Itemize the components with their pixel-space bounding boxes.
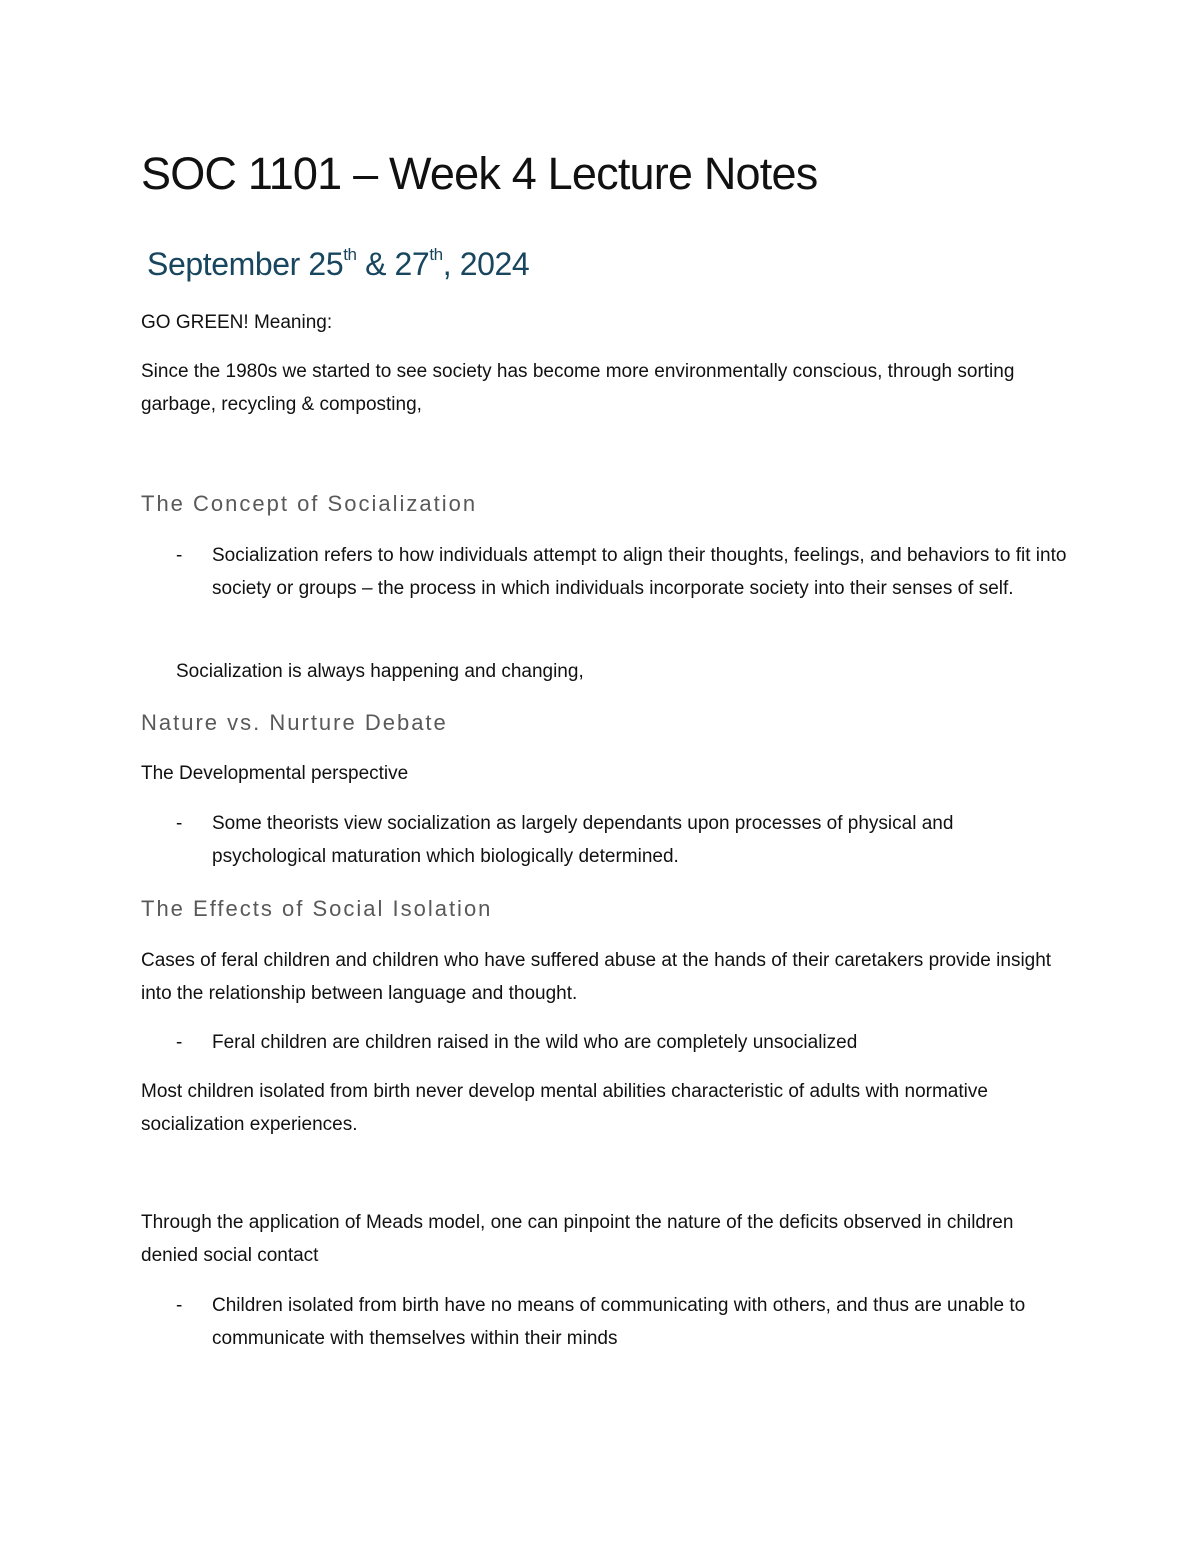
list-item xyxy=(141,539,1071,605)
isolation-para-2: Most children isolated from birth never develop mental abilities characteristic of adults with normative socialization experiences. xyxy=(141,1081,988,1135)
socialization-note: Socialization is always happening and changing, xyxy=(176,661,584,682)
page-title: SOC 1101 – Week 4 Lecture Notes xyxy=(141,148,818,199)
bullet-text: Feral children are children raised in the wild who are completely unsocialized xyxy=(212,1032,858,1053)
intro-label: GO GREEN! Meaning: xyxy=(141,312,333,333)
list-item xyxy=(141,1289,1071,1355)
bullet-marker: - xyxy=(176,1295,183,1316)
lecture-date xyxy=(147,246,529,283)
date-year: , 2024 xyxy=(442,246,530,282)
intro-text: Since the 1980s we started to see society has become more environmentally conscious, through sorting garbage, recycling & composting, xyxy=(141,361,1015,415)
section-heading-socialization: The Concept of Socialization xyxy=(141,491,478,516)
section-heading-isolation: The Effects of Social Isolation xyxy=(141,896,493,921)
bullet-marker: - xyxy=(176,813,183,834)
section-heading-nature: Nature vs. Nurture Debate xyxy=(141,710,448,735)
date-sup-2: th xyxy=(429,245,443,264)
bullet-text: Socialization refers to how individuals attempt to align their thoughts, feelings, and behaviors to fit into society or groups – the process in which individuals incorporate society into their senses of self. xyxy=(212,545,1067,599)
isolation-para-1: Cases of feral children and children who have suffered abuse at the hands of their caretakers provide insight into the relationship between language and thought. xyxy=(141,950,1052,1004)
date-mid: & 27 xyxy=(356,246,430,282)
bullet-text: Some theorists view socialization as largely dependants upon processes of physical and psychological maturation which biologically determined. xyxy=(212,813,954,867)
list-item xyxy=(141,807,1071,873)
date-month: September 25 xyxy=(147,246,344,282)
bullet-marker: - xyxy=(176,1032,183,1053)
isolation-para-3: Through the application of Meads model, one can pinpoint the nature of the deficits observed in children denied social contact xyxy=(141,1212,1014,1266)
list-item xyxy=(141,1026,1071,1059)
nature-subheading: The Developmental perspective xyxy=(141,763,409,784)
date-sup-1: th xyxy=(343,245,357,264)
bullet-text: Children isolated from birth have no means of communicating with others, and thus are unable to communicate with themselves within their minds xyxy=(212,1295,1026,1349)
bullet-marker: - xyxy=(176,545,183,566)
